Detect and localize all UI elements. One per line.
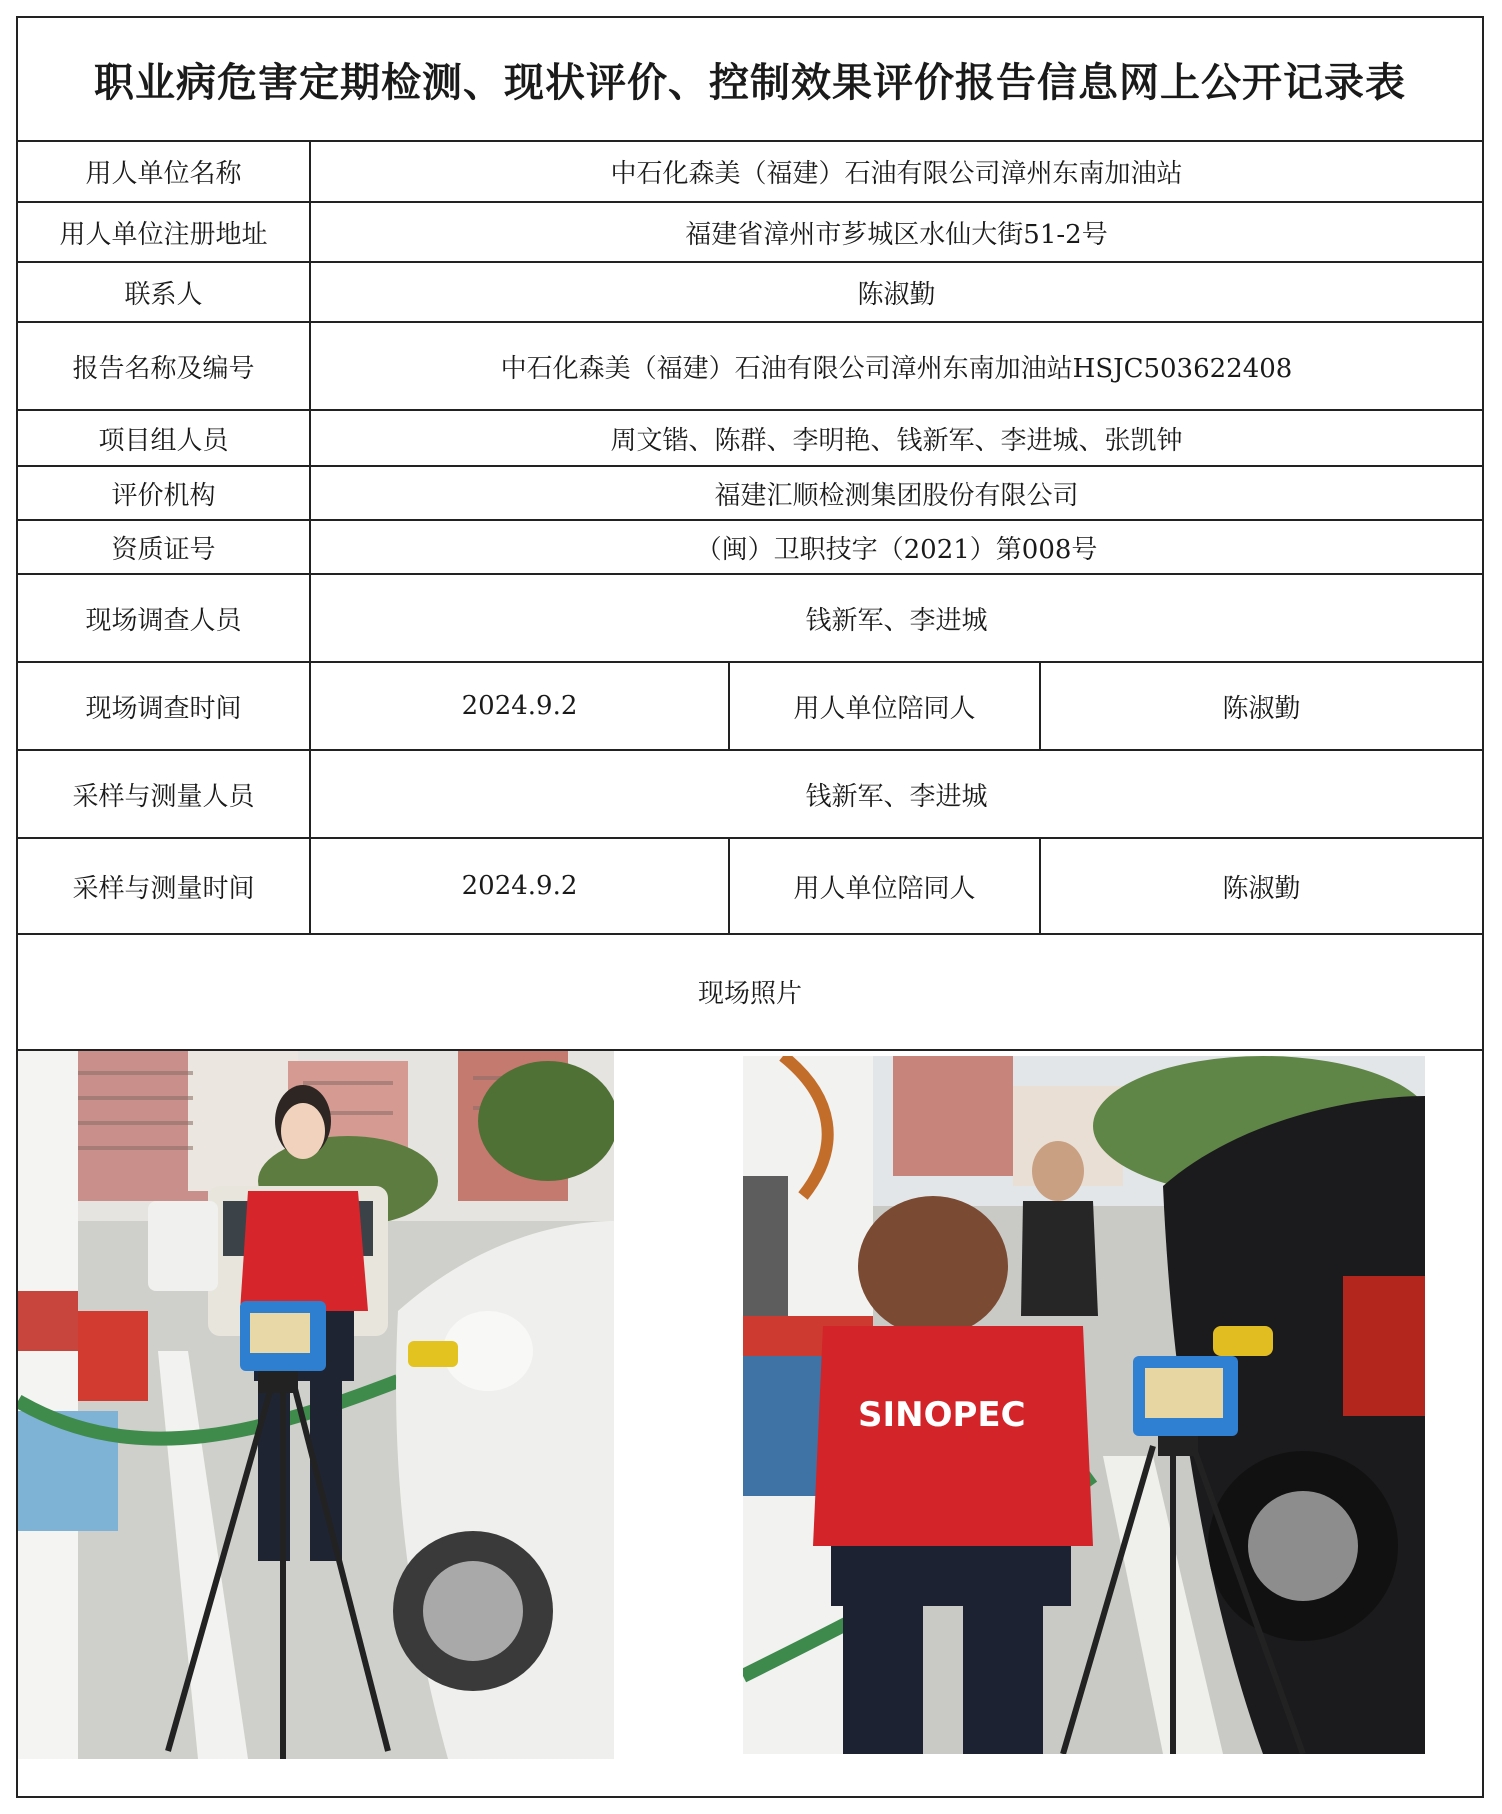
certificate-label: 资质证号 xyxy=(18,520,310,574)
survey-time-label: 现场调查时间 xyxy=(18,662,310,750)
record-sheet xyxy=(16,16,1484,1798)
site-photo-1 xyxy=(18,1051,614,1759)
certificate-value: （闽）卫职技字（2021）第008号 xyxy=(310,520,1482,574)
row-certificate xyxy=(18,520,1482,574)
photo-section-header: 现场照片 xyxy=(18,934,1482,1051)
sampling-time-label: 采样与测量时间 xyxy=(18,838,310,934)
survey-escort-label: 用人单位陪同人 xyxy=(729,662,1040,750)
agency-value: 福建汇顺检测集团股份有限公司 xyxy=(310,466,1482,520)
sinopec-shirt-text: SINOPEC xyxy=(858,1395,1026,1435)
row-contact xyxy=(18,262,1482,322)
employer-address-value: 福建省漳州市芗城区水仙大街51-2号 xyxy=(310,202,1482,262)
employer-name-label: 用人单位名称 xyxy=(18,142,310,202)
survey-staff-label: 现场调查人员 xyxy=(18,574,310,662)
contact-value: 陈淑勤 xyxy=(310,262,1482,322)
sampling-escort-value: 陈淑勤 xyxy=(1040,838,1482,934)
report-value: 中石化森美（福建）石油有限公司漳州东南加油站HSJC503622408 xyxy=(310,322,1482,410)
employer-address-label: 用人单位注册地址 xyxy=(18,202,310,262)
agency-label: 评价机构 xyxy=(18,466,310,520)
survey-time-value: 2024.9.2 xyxy=(310,662,729,750)
row-sampling-time xyxy=(18,838,1482,934)
employer-name-value: 中石化森美（福建）石油有限公司漳州东南加油站 xyxy=(310,142,1482,202)
row-agency xyxy=(18,466,1482,520)
row-survey-staff xyxy=(18,574,1482,662)
row-report xyxy=(18,322,1482,410)
report-label: 报告名称及编号 xyxy=(18,322,310,410)
sampling-staff-label: 采样与测量人员 xyxy=(18,750,310,838)
info-table xyxy=(18,142,1482,935)
page-title: 职业病危害定期检测、现状评价、控制效果评价报告信息网上公开记录表 xyxy=(18,18,1482,142)
row-employer-name xyxy=(18,142,1482,202)
survey-escort-value: 陈淑勤 xyxy=(1040,662,1482,750)
site-photo-2 xyxy=(743,1056,1425,1754)
sampling-staff-value: 钱新军、李进城 xyxy=(310,750,1482,838)
sampling-escort-label: 用人单位陪同人 xyxy=(729,838,1040,934)
row-employer-address xyxy=(18,202,1482,262)
row-survey-time xyxy=(18,662,1482,750)
sampling-time-value: 2024.9.2 xyxy=(310,838,729,934)
project-team-value: 周文锴、陈群、李明艳、钱新军、李进城、张凯钟 xyxy=(310,410,1482,466)
row-project-team xyxy=(18,410,1482,466)
contact-label: 联系人 xyxy=(18,262,310,322)
row-sampling-staff xyxy=(18,750,1482,838)
survey-staff-value: 钱新军、李进城 xyxy=(310,574,1482,662)
project-team-label: 项目组人员 xyxy=(18,410,310,466)
